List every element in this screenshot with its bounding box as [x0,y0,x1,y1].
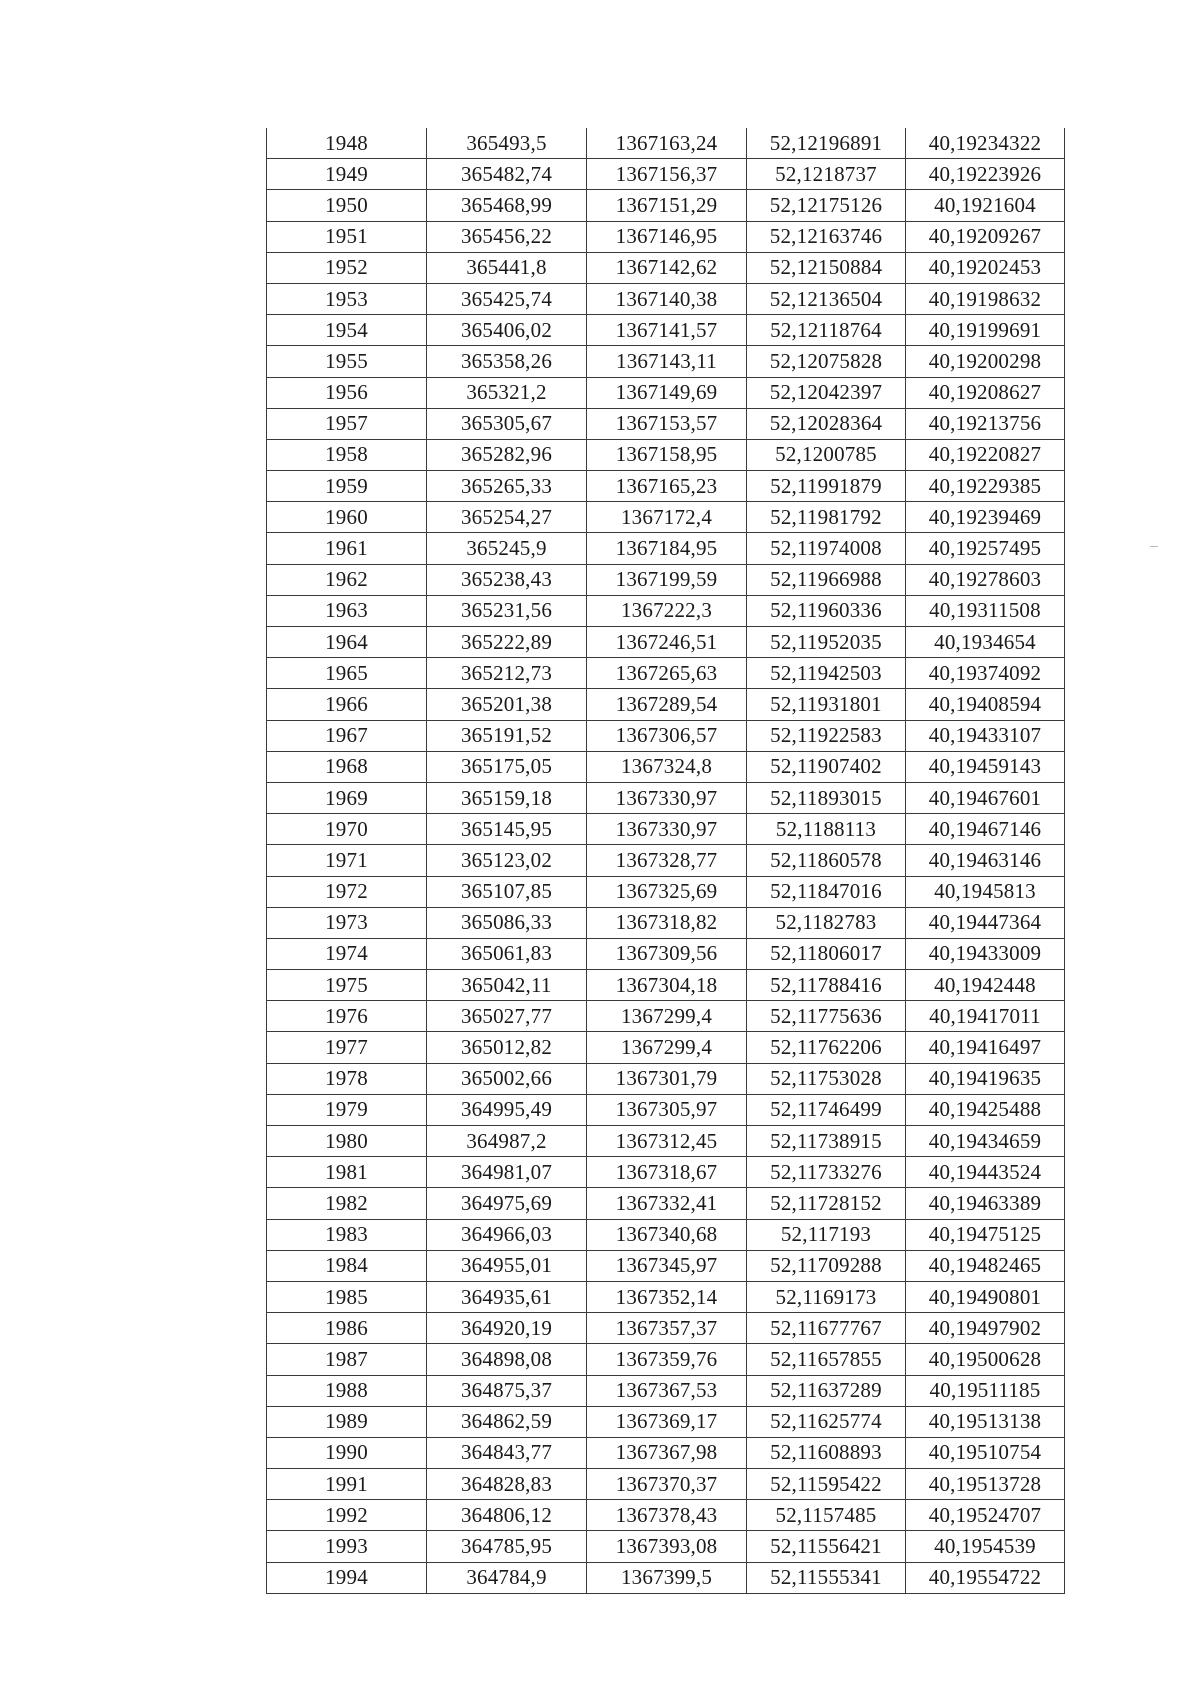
longitude-cell: 40,19475125 [906,1219,1065,1250]
year-cell: 1973 [267,907,427,938]
x-coordinate-cell: 364875,37 [427,1375,587,1406]
year-cell: 1978 [267,1063,427,1094]
year-cell: 1982 [267,1188,427,1219]
table-row [267,1313,1065,1344]
latitude-cell: 52,12028364 [747,408,906,439]
year-cell: 1961 [267,533,427,564]
latitude-cell: 52,12136504 [747,283,906,314]
longitude-cell: 40,19490801 [906,1281,1065,1312]
year-cell: 1949 [267,159,427,190]
longitude-cell: 40,19524707 [906,1500,1065,1531]
latitude-cell: 52,12150884 [747,252,906,283]
latitude-cell: 52,11788416 [747,970,906,1001]
longitude-cell: 40,19208627 [906,377,1065,408]
y-coordinate-cell: 1367378,43 [587,1500,747,1531]
latitude-cell: 52,11595422 [747,1469,906,1500]
table-row [267,1094,1065,1125]
y-coordinate-cell: 1367301,79 [587,1063,747,1094]
latitude-cell: 52,12118764 [747,315,906,346]
longitude-cell: 40,19447364 [906,907,1065,938]
year-cell: 1986 [267,1313,427,1344]
latitude-cell: 52,11555341 [747,1562,906,1593]
y-coordinate-cell: 1367340,68 [587,1219,747,1250]
latitude-cell: 52,12163746 [747,221,906,252]
x-coordinate-cell: 365002,66 [427,1063,587,1094]
x-coordinate-cell: 364843,77 [427,1437,587,1468]
y-coordinate-cell: 1367359,76 [587,1344,747,1375]
year-cell: 1984 [267,1250,427,1281]
y-coordinate-cell: 1367222,3 [587,595,747,626]
x-coordinate-cell: 364784,9 [427,1562,587,1593]
longitude-cell: 40,19513138 [906,1406,1065,1437]
y-coordinate-cell: 1367367,53 [587,1375,747,1406]
longitude-cell: 40,19408594 [906,689,1065,720]
x-coordinate-cell: 365265,33 [427,471,587,502]
year-cell: 1954 [267,315,427,346]
y-coordinate-cell: 1367156,37 [587,159,747,190]
x-coordinate-cell: 365468,99 [427,190,587,221]
table-row [267,408,1065,439]
x-coordinate-cell: 365321,2 [427,377,587,408]
y-coordinate-cell: 1367367,98 [587,1437,747,1468]
table-row [267,1126,1065,1157]
y-coordinate-cell: 1367330,97 [587,782,747,813]
year-cell: 1966 [267,689,427,720]
table-row [267,720,1065,751]
longitude-cell: 40,1942448 [906,970,1065,1001]
year-cell: 1963 [267,595,427,626]
x-coordinate-cell: 365212,73 [427,658,587,689]
latitude-cell: 52,11728152 [747,1188,906,1219]
year-cell: 1975 [267,970,427,1001]
longitude-cell: 40,19467601 [906,782,1065,813]
y-coordinate-cell: 1367399,5 [587,1562,747,1593]
table-row [267,128,1065,159]
table-row [267,1406,1065,1437]
year-cell: 1977 [267,1032,427,1063]
y-coordinate-cell: 1367309,56 [587,938,747,969]
x-coordinate-cell: 365145,95 [427,814,587,845]
latitude-cell: 52,11608893 [747,1437,906,1468]
table-row [267,315,1065,346]
y-coordinate-cell: 1367393,08 [587,1531,747,1562]
x-coordinate-cell: 365245,9 [427,533,587,564]
latitude-cell: 52,11942503 [747,658,906,689]
x-coordinate-cell: 365305,67 [427,408,587,439]
table-row [267,564,1065,595]
x-coordinate-cell: 364935,61 [427,1281,587,1312]
longitude-cell: 40,19459143 [906,751,1065,782]
table-row [267,1531,1065,1562]
latitude-cell: 52,11907402 [747,751,906,782]
x-coordinate-cell: 365282,96 [427,439,587,470]
table-row [267,1157,1065,1188]
x-coordinate-cell: 364975,69 [427,1188,587,1219]
longitude-cell: 40,19198632 [906,283,1065,314]
table-row [267,1001,1065,1032]
longitude-cell: 40,19223926 [906,159,1065,190]
longitude-cell: 40,19433107 [906,720,1065,751]
longitude-cell: 40,19467146 [906,814,1065,845]
x-coordinate-cell: 365231,56 [427,595,587,626]
latitude-cell: 52,1169173 [747,1281,906,1312]
latitude-cell: 52,11556421 [747,1531,906,1562]
table-row [267,814,1065,845]
latitude-cell: 52,11657855 [747,1344,906,1375]
year-cell: 1962 [267,564,427,595]
year-cell: 1979 [267,1094,427,1125]
longitude-cell: 40,19510754 [906,1437,1065,1468]
table-row [267,1344,1065,1375]
table-body [267,128,1065,1593]
y-coordinate-cell: 1367369,17 [587,1406,747,1437]
x-coordinate-cell: 365191,52 [427,720,587,751]
x-coordinate-cell: 365012,82 [427,1032,587,1063]
y-coordinate-cell: 1367265,63 [587,658,747,689]
y-coordinate-cell: 1367143,11 [587,346,747,377]
longitude-cell: 40,19417011 [906,1001,1065,1032]
latitude-cell: 52,1200785 [747,439,906,470]
latitude-cell: 52,12196891 [747,128,906,159]
x-coordinate-cell: 365027,77 [427,1001,587,1032]
y-coordinate-cell: 1367199,59 [587,564,747,595]
year-cell: 1994 [267,1562,427,1593]
latitude-cell: 52,11922583 [747,720,906,751]
y-coordinate-cell: 1367330,97 [587,814,747,845]
latitude-cell: 52,11753028 [747,1063,906,1094]
longitude-cell: 40,19425488 [906,1094,1065,1125]
table-row [267,1562,1065,1593]
table-row [267,159,1065,190]
table-row [267,221,1065,252]
year-cell: 1958 [267,439,427,470]
y-coordinate-cell: 1367163,24 [587,128,747,159]
year-cell: 1972 [267,876,427,907]
x-coordinate-cell: 365159,18 [427,782,587,813]
year-cell: 1983 [267,1219,427,1250]
y-coordinate-cell: 1367146,95 [587,221,747,252]
y-coordinate-cell: 1367172,4 [587,502,747,533]
year-cell: 1991 [267,1469,427,1500]
x-coordinate-cell: 365061,83 [427,938,587,969]
x-coordinate-cell: 364785,95 [427,1531,587,1562]
latitude-cell: 52,11966988 [747,564,906,595]
latitude-cell: 52,11931801 [747,689,906,720]
year-cell: 1987 [267,1344,427,1375]
y-coordinate-cell: 1367325,69 [587,876,747,907]
x-coordinate-cell: 364955,01 [427,1250,587,1281]
year-cell: 1981 [267,1157,427,1188]
longitude-cell: 40,1945813 [906,876,1065,907]
y-coordinate-cell: 1367304,18 [587,970,747,1001]
longitude-cell: 40,19199691 [906,315,1065,346]
longitude-cell: 40,19497902 [906,1313,1065,1344]
y-coordinate-cell: 1367318,82 [587,907,747,938]
longitude-cell: 40,19200298 [906,346,1065,377]
table-row [267,1219,1065,1250]
table-row [267,595,1065,626]
x-coordinate-cell: 365482,74 [427,159,587,190]
longitude-cell: 40,19433009 [906,938,1065,969]
latitude-cell: 52,12175126 [747,190,906,221]
latitude-cell: 52,11981792 [747,502,906,533]
y-coordinate-cell: 1367289,54 [587,689,747,720]
y-coordinate-cell: 1367153,57 [587,408,747,439]
year-cell: 1968 [267,751,427,782]
year-cell: 1980 [267,1126,427,1157]
longitude-cell: 40,19229385 [906,471,1065,502]
latitude-cell: 52,11762206 [747,1032,906,1063]
y-coordinate-cell: 1367184,95 [587,533,747,564]
latitude-cell: 52,11738915 [747,1126,906,1157]
y-coordinate-cell: 1367165,23 [587,471,747,502]
x-coordinate-cell: 365175,05 [427,751,587,782]
year-cell: 1956 [267,377,427,408]
year-cell: 1964 [267,627,427,658]
x-coordinate-cell: 364995,49 [427,1094,587,1125]
table-row [267,751,1065,782]
longitude-cell: 40,19209267 [906,221,1065,252]
year-cell: 1992 [267,1500,427,1531]
table-row [267,1469,1065,1500]
latitude-cell: 52,12075828 [747,346,906,377]
longitude-cell: 40,19434659 [906,1126,1065,1157]
latitude-cell: 52,1157485 [747,1500,906,1531]
table-row [267,970,1065,1001]
y-coordinate-cell: 1367370,37 [587,1469,747,1500]
longitude-cell: 40,19234322 [906,128,1065,159]
y-coordinate-cell: 1367140,38 [587,283,747,314]
latitude-cell: 52,11952035 [747,627,906,658]
longitude-cell: 40,19374092 [906,658,1065,689]
x-coordinate-cell: 365201,38 [427,689,587,720]
latitude-cell: 52,11806017 [747,938,906,969]
longitude-cell: 40,19463389 [906,1188,1065,1219]
longitude-cell: 40,19419635 [906,1063,1065,1094]
x-coordinate-cell: 365456,22 [427,221,587,252]
table-row [267,252,1065,283]
year-cell: 1950 [267,190,427,221]
year-cell: 1989 [267,1406,427,1437]
scan-speck [1150,546,1158,547]
x-coordinate-cell: 365222,89 [427,627,587,658]
year-cell: 1970 [267,814,427,845]
year-cell: 1967 [267,720,427,751]
y-coordinate-cell: 1367332,41 [587,1188,747,1219]
longitude-cell: 40,1921604 [906,190,1065,221]
year-cell: 1974 [267,938,427,969]
x-coordinate-cell: 365254,27 [427,502,587,533]
x-coordinate-cell: 364987,2 [427,1126,587,1157]
table-row [267,689,1065,720]
latitude-cell: 52,11637289 [747,1375,906,1406]
latitude-cell: 52,11775636 [747,1001,906,1032]
table-row [267,782,1065,813]
latitude-cell: 52,11733276 [747,1157,906,1188]
x-coordinate-cell: 365123,02 [427,845,587,876]
longitude-cell: 40,19443524 [906,1157,1065,1188]
year-cell: 1957 [267,408,427,439]
longitude-cell: 40,19482465 [906,1250,1065,1281]
year-cell: 1965 [267,658,427,689]
latitude-cell: 52,12042397 [747,377,906,408]
longitude-cell: 40,19500628 [906,1344,1065,1375]
latitude-cell: 52,11991879 [747,471,906,502]
latitude-cell: 52,1188113 [747,814,906,845]
year-cell: 1976 [267,1001,427,1032]
table-row [267,658,1065,689]
table-row [267,1281,1065,1312]
longitude-cell: 40,19213756 [906,408,1065,439]
latitude-cell: 52,11893015 [747,782,906,813]
x-coordinate-cell: 364806,12 [427,1500,587,1531]
table-row [267,533,1065,564]
year-cell: 1953 [267,283,427,314]
y-coordinate-cell: 1367352,14 [587,1281,747,1312]
year-cell: 1985 [267,1281,427,1312]
x-coordinate-cell: 365107,85 [427,876,587,907]
year-cell: 1990 [267,1437,427,1468]
table-row [267,1375,1065,1406]
latitude-cell: 52,11746499 [747,1094,906,1125]
table-row [267,439,1065,470]
x-coordinate-cell: 365086,33 [427,907,587,938]
x-coordinate-cell: 364898,08 [427,1344,587,1375]
y-coordinate-cell: 1367306,57 [587,720,747,751]
table-row [267,1032,1065,1063]
latitude-cell: 52,11677767 [747,1313,906,1344]
y-coordinate-cell: 1367312,45 [587,1126,747,1157]
table-row [267,1437,1065,1468]
longitude-cell: 40,19202453 [906,252,1065,283]
table-row [267,938,1065,969]
longitude-cell: 40,19220827 [906,439,1065,470]
year-cell: 1955 [267,346,427,377]
longitude-cell: 40,19416497 [906,1032,1065,1063]
x-coordinate-cell: 364920,19 [427,1313,587,1344]
latitude-cell: 52,11847016 [747,876,906,907]
latitude-cell: 52,11625774 [747,1406,906,1437]
year-cell: 1952 [267,252,427,283]
x-coordinate-cell: 365493,5 [427,128,587,159]
table-row [267,1250,1065,1281]
longitude-cell: 40,19239469 [906,502,1065,533]
table-row [267,907,1065,938]
x-coordinate-cell: 364966,03 [427,1219,587,1250]
latitude-cell: 52,1218737 [747,159,906,190]
latitude-cell: 52,117193 [747,1219,906,1250]
year-cell: 1969 [267,782,427,813]
year-cell: 1988 [267,1375,427,1406]
table-row [267,346,1065,377]
y-coordinate-cell: 1367151,29 [587,190,747,221]
latitude-cell: 52,11709288 [747,1250,906,1281]
table-row [267,1188,1065,1219]
y-coordinate-cell: 1367141,57 [587,315,747,346]
x-coordinate-cell: 364981,07 [427,1157,587,1188]
y-coordinate-cell: 1367299,4 [587,1001,747,1032]
year-cell: 1951 [267,221,427,252]
year-cell: 1960 [267,502,427,533]
x-coordinate-cell: 365042,11 [427,970,587,1001]
table-row [267,471,1065,502]
latitude-cell: 52,1182783 [747,907,906,938]
table-row [267,283,1065,314]
longitude-cell: 40,19463146 [906,845,1065,876]
x-coordinate-cell: 365238,43 [427,564,587,595]
table-row [267,502,1065,533]
longitude-cell: 40,19513728 [906,1469,1065,1500]
latitude-cell: 52,11960336 [747,595,906,626]
year-cell: 1993 [267,1531,427,1562]
x-coordinate-cell: 365358,26 [427,346,587,377]
longitude-cell: 40,19554722 [906,1562,1065,1593]
table-row [267,1500,1065,1531]
y-coordinate-cell: 1367158,95 [587,439,747,470]
y-coordinate-cell: 1367345,97 [587,1250,747,1281]
table-row [267,627,1065,658]
x-coordinate-cell: 365425,74 [427,283,587,314]
x-coordinate-cell: 365441,8 [427,252,587,283]
y-coordinate-cell: 1367142,62 [587,252,747,283]
y-coordinate-cell: 1367299,4 [587,1032,747,1063]
table-row [267,876,1065,907]
longitude-cell: 40,19257495 [906,533,1065,564]
y-coordinate-cell: 1367357,37 [587,1313,747,1344]
table-row [267,377,1065,408]
latitude-cell: 52,11974008 [747,533,906,564]
table-row [267,190,1065,221]
y-coordinate-cell: 1367324,8 [587,751,747,782]
longitude-cell: 40,1934654 [906,627,1065,658]
year-cell: 1948 [267,128,427,159]
x-coordinate-cell: 364862,59 [427,1406,587,1437]
y-coordinate-cell: 1367149,69 [587,377,747,408]
coordinates-table [266,128,1065,1594]
y-coordinate-cell: 1367318,67 [587,1157,747,1188]
y-coordinate-cell: 1367328,77 [587,845,747,876]
longitude-cell: 40,19311508 [906,595,1065,626]
y-coordinate-cell: 1367305,97 [587,1094,747,1125]
x-coordinate-cell: 365406,02 [427,315,587,346]
longitude-cell: 40,19278603 [906,564,1065,595]
year-cell: 1971 [267,845,427,876]
table-row [267,1063,1065,1094]
year-cell: 1959 [267,471,427,502]
y-coordinate-cell: 1367246,51 [587,627,747,658]
table-row [267,845,1065,876]
longitude-cell: 40,1954539 [906,1531,1065,1562]
x-coordinate-cell: 364828,83 [427,1469,587,1500]
longitude-cell: 40,19511185 [906,1375,1065,1406]
latitude-cell: 52,11860578 [747,845,906,876]
